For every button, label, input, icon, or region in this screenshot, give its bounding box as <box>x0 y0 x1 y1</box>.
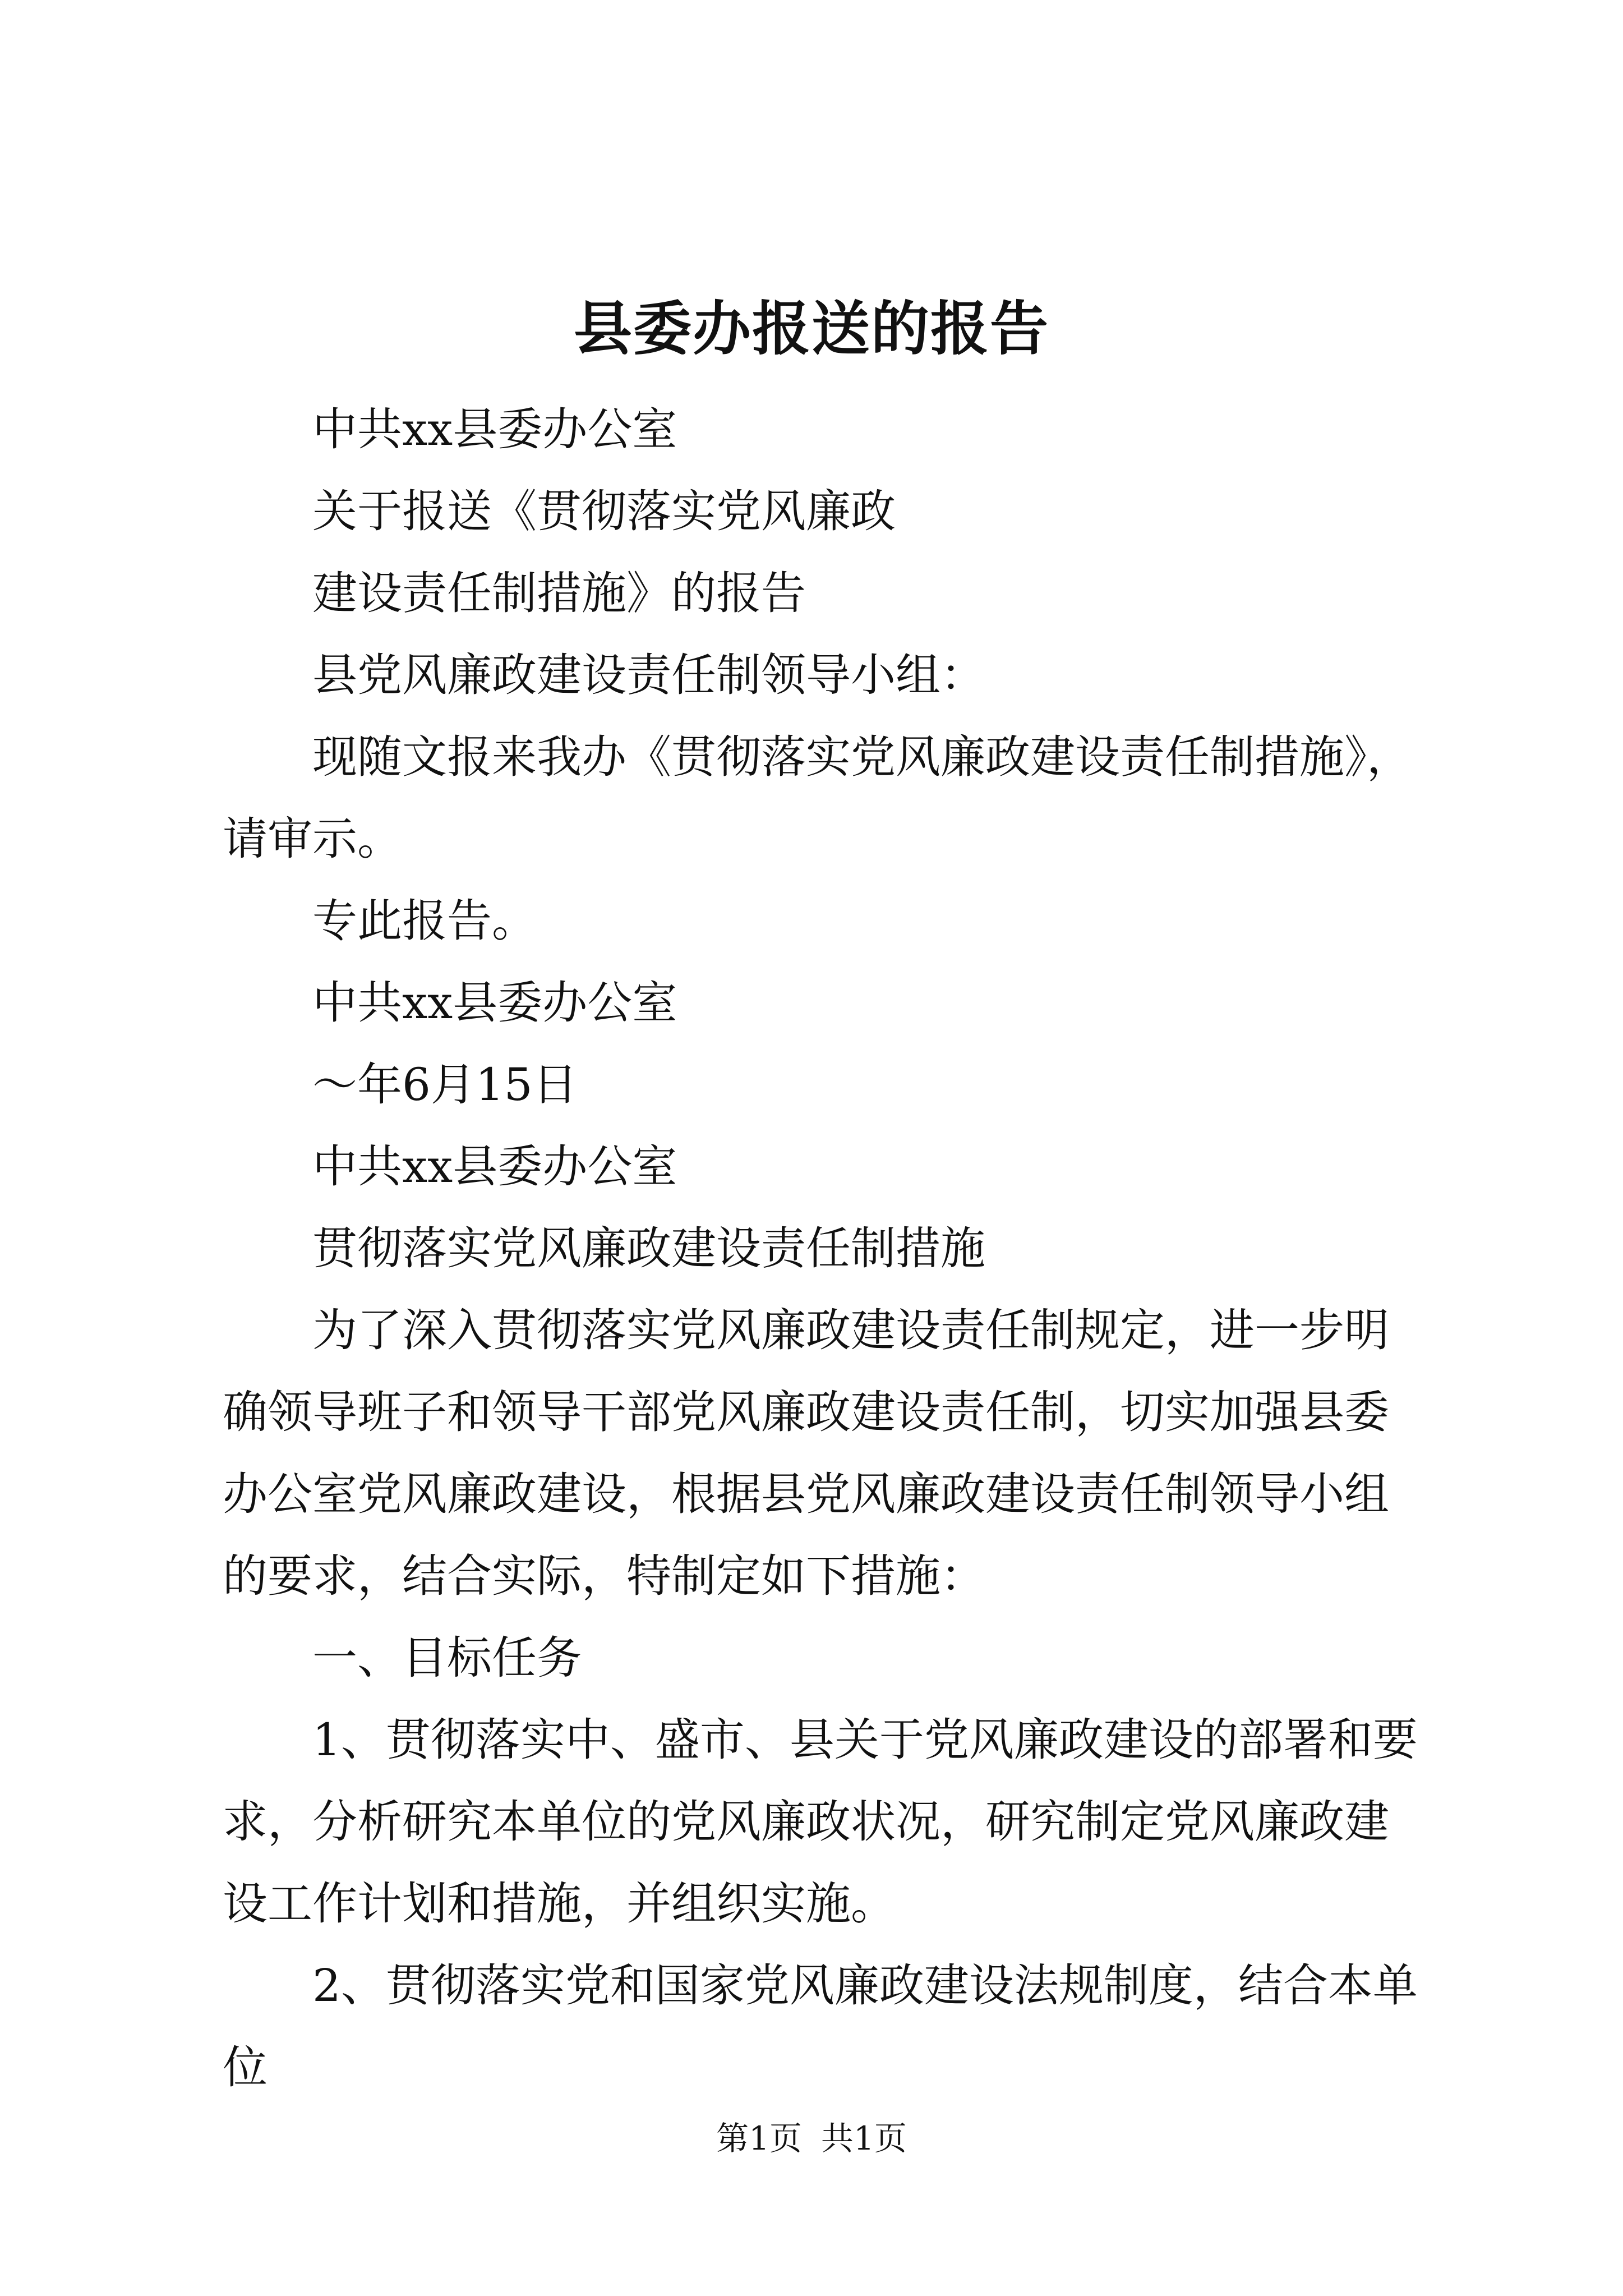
paragraph-subject-line-1: 关于报送《贯彻落实党风廉政 <box>312 485 896 537</box>
paragraph-issuer-2: 中共xx县委办公室 <box>312 1140 677 1193</box>
paragraph-item-2: 2、贯彻落实党和国家党风廉政建设法规制度，结合本单位 <box>223 1959 1418 2093</box>
page-footer <box>0 2116 1623 2161</box>
paragraph-item-1: 1、贯彻落实中、盛市、县关于党风廉政建设的部署和要求，分析研究本单位的党风廉政状况，研究制定党风廉政建设工作计划和措施，并组织实施。 <box>223 1714 1418 1930</box>
paragraph-signature: 中共xx县委办公室 <box>312 977 677 1029</box>
paragraph-section-heading: 一、目标任务 <box>312 1632 582 1684</box>
paragraph-issuer: 中共xx县委办公室 <box>312 403 677 455</box>
page-number: 第1页 <box>716 2119 802 2157</box>
page-total: 共1页 <box>821 2119 907 2157</box>
paragraph-intro: 为了深入贯彻落实党风廉政建设责任制规定，进一步明确领导班子和领导干部党风廉政建设责任制，切实加强县委办公室党风廉政建设，根据县党风廉政建设责任制领导小组的要求，结合实际，特制定如下措施： <box>223 1304 1389 1602</box>
document-title: 县委办报送的报告 <box>573 294 1049 363</box>
paragraph-date: ～年6月15日 <box>312 1059 578 1111</box>
paragraph-subject-line-2: 建设责任制措施》的报告 <box>312 567 806 619</box>
paragraph-measures-title: 贯彻落实党风廉政建设责任制措施 <box>312 1222 985 1274</box>
paragraph-recipient: 县党风廉政建设责任制领导小组： <box>312 649 985 701</box>
document-body <box>223 389 1426 2109</box>
paragraph-closing: 专此报告。 <box>312 895 537 947</box>
paragraph-submission: 现随文报来我办《贯彻落实党风廉政建设责任制措施》，请审示。 <box>223 731 1412 865</box>
